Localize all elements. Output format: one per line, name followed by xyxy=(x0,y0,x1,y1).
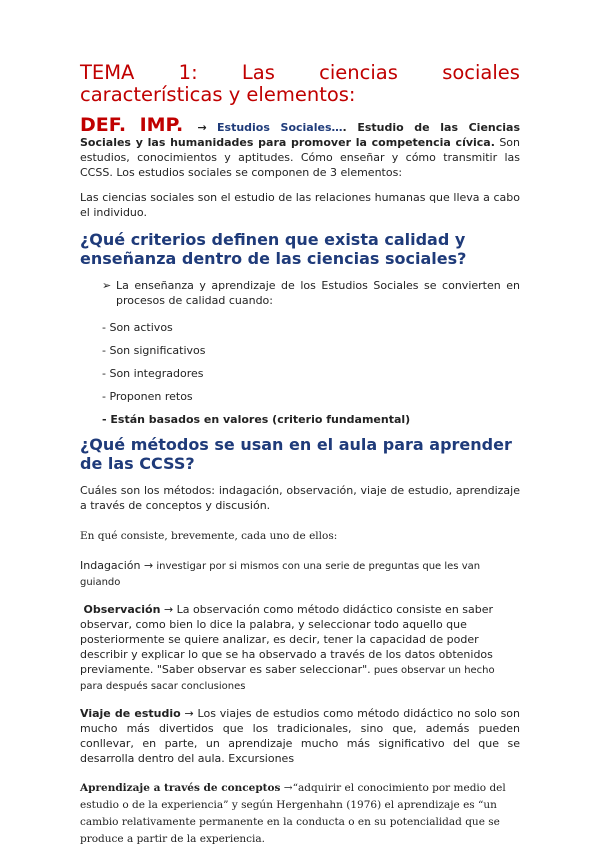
arrow-icon: → xyxy=(283,782,293,794)
method-text: investigar por si mismos con una serie de preguntas que les van guiando xyxy=(80,561,481,588)
criteria-bullet xyxy=(102,278,520,308)
method-term: Viaje de estudio xyxy=(80,707,181,720)
arrow-bullet-icon: ➢ xyxy=(102,279,112,292)
method-term: Aprendizaje a través de conceptos xyxy=(80,782,281,794)
method-text: Los viajes de estudios como método didáctico no solo son mucho más divertidos que los tradicionales, sino que, además pueden conllevar, en parte, un aprendizaje mucho más significativo del que se desarrolla dentro del aula. Excursiones xyxy=(80,707,520,765)
method-text: “adquirir el conocimiento por medio del estudio o de la experiencia” y según Hergenhahn (1976) el aprendizaje es “un cambio relativamente permanente en la conducta o en su potencialidad que se produce a partir de la experiencia. xyxy=(80,782,506,845)
title-line-1 xyxy=(80,62,520,84)
list-item-bold: - Están basados en valores (criterio fundamental) xyxy=(102,413,411,426)
method-conceptos xyxy=(80,780,520,848)
method-viaje xyxy=(80,706,520,766)
arrow-icon: → xyxy=(197,121,207,134)
title-line-2: características y elementos: xyxy=(80,83,356,106)
title-word: Las xyxy=(241,61,275,84)
arrow-icon: → xyxy=(143,559,154,572)
title-word: sociales xyxy=(442,61,520,84)
list-item: - Son significativos xyxy=(102,344,206,357)
methods-question: En qué consiste, brevemente, cada uno de ellos: xyxy=(80,530,338,542)
method-term: Observación xyxy=(83,603,161,616)
title-word: 1: xyxy=(178,61,198,84)
document-page xyxy=(80,62,520,848)
methods-paragraph: Cuáles son los métodos: indagación, observación, viaje de estudio, aprendizaje a través de conceptos y discusión. xyxy=(80,484,520,512)
section-heading-criterios: ¿Qué criterios definen que exista calidad y enseñanza dentro de las ciencias sociales? xyxy=(80,230,467,268)
list-item: - Son integradores xyxy=(102,367,204,380)
definition-rest-text: Son estudios, conocimientos y aptitudes. Cómo enseñar y cómo transmitir las CCSS. Los estudios sociales se componen de 3 elementos: xyxy=(80,136,520,179)
title-word: ciencias xyxy=(319,61,398,84)
list-item: - Son activos xyxy=(102,321,173,334)
definition-paragraph xyxy=(80,114,521,180)
section-heading-metodos: ¿Qué métodos se usan en el aula para aprender de las CCSS? xyxy=(80,435,512,473)
method-small-text: pues observar un hecho para después sacar conclusiones xyxy=(80,665,495,692)
list-item: - Proponen retos xyxy=(102,390,193,403)
arrow-icon: → xyxy=(184,707,194,720)
definition-bold-text: . Estudio de las Ciencias Sociales y las humanidades para promover la competencia cívica. xyxy=(80,121,521,149)
method-observacion xyxy=(80,602,520,694)
method-indagacion xyxy=(80,558,520,590)
method-text: La observación como método didáctico consiste en saber observar, como bien lo dice la palabra, y seleccionar todo aquello que posteriormente se quiere analizar, es decir, tener la capacidad de poder describir y explicar lo que se ha observado a través de los datos obtenidos previamente. "Saber observar es saber seleccionar". xyxy=(80,603,494,676)
criteria-bullet-text: La enseñanza y aprendizaje de los Estudios Sociales se convierten en procesos de calidad cuando: xyxy=(116,279,520,307)
title-word: TEMA xyxy=(80,61,135,84)
definition-label: DEF. IMP. xyxy=(80,114,184,136)
arrow-icon: → xyxy=(163,603,174,616)
page-title xyxy=(80,62,520,106)
intro-paragraph: Las ciencias sociales son el estudio de las relaciones humanas que lleva a cabo el individuo. xyxy=(80,191,520,219)
method-term: Indagación xyxy=(80,559,141,572)
definition-term: Estudios Sociales… xyxy=(217,121,343,134)
